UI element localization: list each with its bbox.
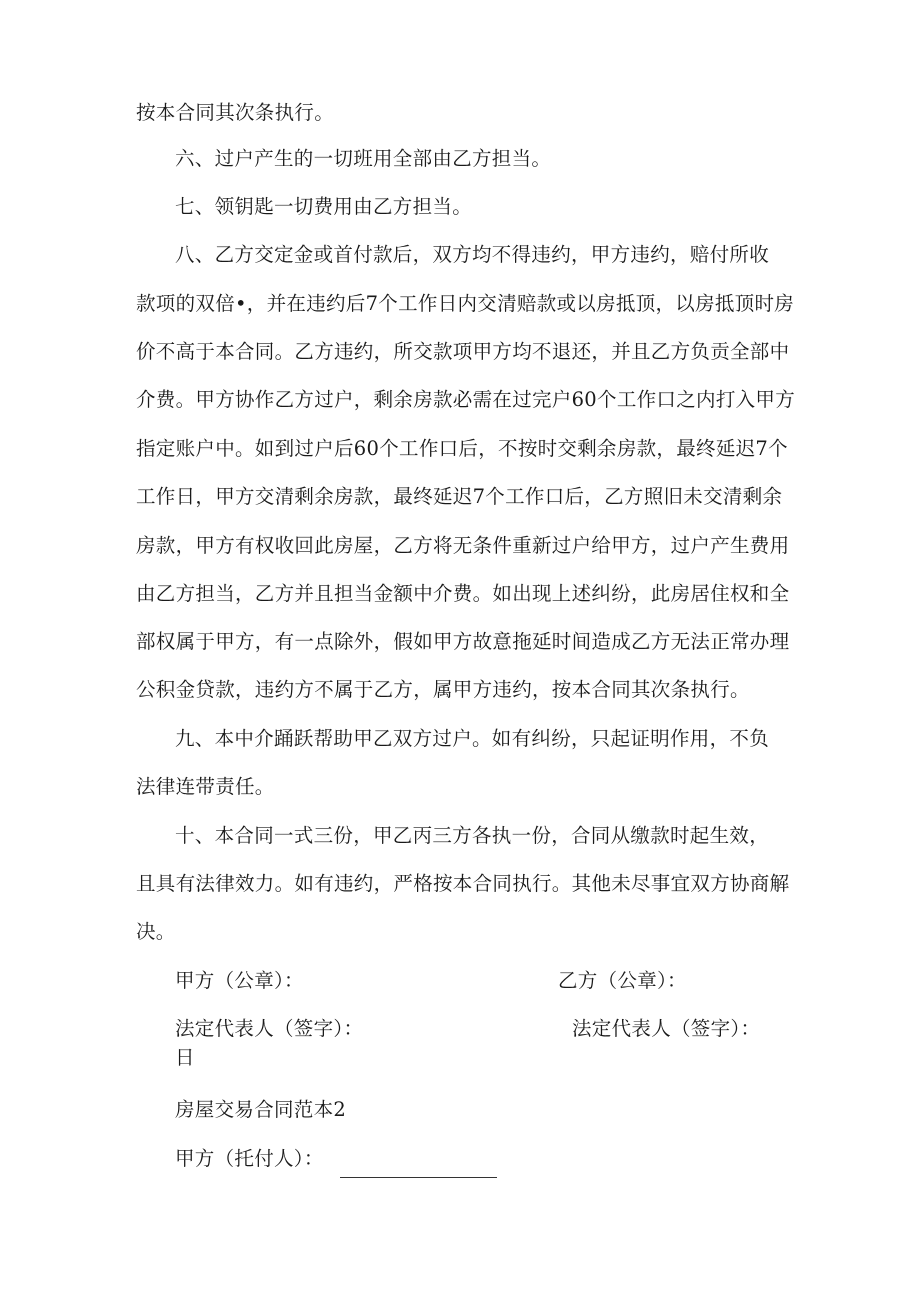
clause-8-line-8: 由乙方担当，乙方并且担当金额中介费。如出现上述纠纷，此房居住权和全 <box>136 582 790 605</box>
clause-7: 七、领钥匙一切费用由乙方担当。 <box>175 195 473 218</box>
clause-8-line-3: 价不高于本合同。乙方违约，所交款项甲方均不退还，并且乙方负贡全部中 <box>136 340 790 363</box>
party-b-representative-label: 法定代表人（签字）： <box>572 1017 761 1040</box>
clause-10-line-3: 决。 <box>136 920 176 943</box>
clause-8-line-6: 工作日，甲方交清剩余房款，最终延迟7个工作口后，乙方照旧未交清剩余 <box>136 485 783 508</box>
party-b-seal-label: 乙方（公章）： <box>558 969 687 992</box>
clause-8-line-5: 指定账户中。如到过户后60个工作口后，不按时交剩余房款，最终延迟7个 <box>136 437 788 460</box>
next-contract-title: 房屋交易合同范本2 <box>175 1098 347 1121</box>
clause-8-line-7: 房款，甲方有权收回此房屋，乙方将无条件重新过户给甲方，过户产生费用 <box>136 534 790 557</box>
clause-10-line-1: 十、本合同一式三份，甲乙丙三方各执一份，合同从缴款时起生效， <box>175 824 770 847</box>
clause-8-line-9: 部权属于甲方，有一点除外，假如甲方故意拖延时间造成乙方无法正常办理 <box>136 630 790 653</box>
clause-6: 六、过户产生的一切班用全部由乙方担当。 <box>175 147 552 170</box>
party-a-representative-label: 法定代表人（签字）： <box>175 1017 364 1040</box>
next-party-a-label: 甲方（托付人）： <box>175 1147 324 1170</box>
clause-8-line-4: 介费。甲方协作乙方过户，剩余房款必需在过完户60个工作口之内打入甲方 <box>136 388 796 411</box>
clause-10-line-2: 且具有法律效力。如有违约，严格按本合同执行。其他未尽事宜双方协商解 <box>136 872 790 895</box>
clause-8-line-2: 款项的双倍•，并在违约后7个工作日内交清赔款或以房抵顶，以房抵顶时房 <box>136 292 795 315</box>
party-a-seal-label: 甲方（公章）： <box>175 969 304 992</box>
clause-8-line-10: 公积金贷款，违约方不属于乙方，属甲方违约，按本合同其次条执行。 <box>136 678 750 701</box>
clause-8-line-1: 八、乙方交定金或首付款后，双方均不得违约，甲方违约，赔付所收 <box>175 243 770 266</box>
clause-9-line-1: 九、本中介踊跃帮助甲乙双方过户。如有纠纷，只起证明作用，不负 <box>175 727 770 750</box>
party-a-blank-line <box>340 1177 497 1178</box>
clause-9-line-2: 法律连带责任。 <box>136 775 275 798</box>
date-fragment: 日 <box>175 1046 195 1069</box>
paragraph-continuation: 按本合同其次条执行。 <box>136 101 335 124</box>
